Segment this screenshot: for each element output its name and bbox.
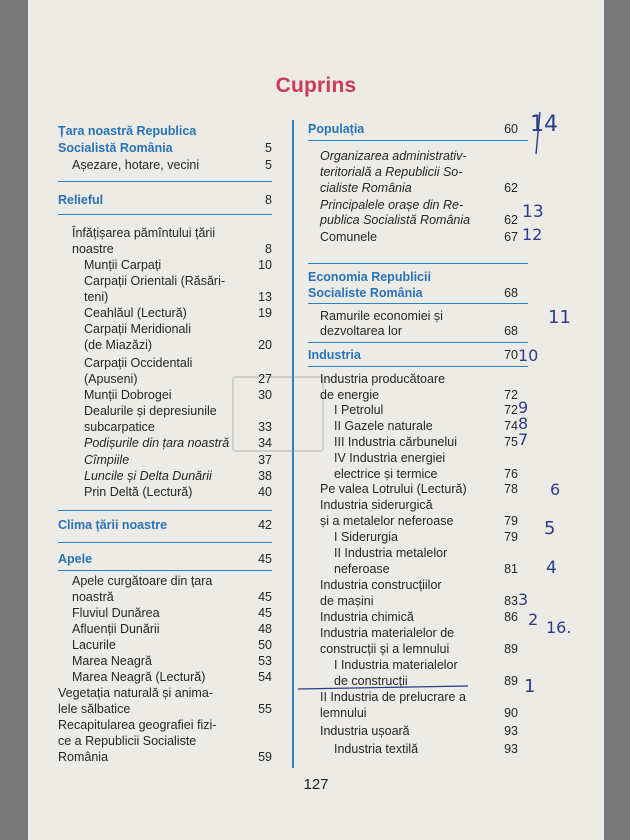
handwritten-number: 1 [524, 676, 536, 697]
page-title: Cuprins [275, 74, 357, 97]
toc-entry: Marea Neagră (Lectură) 54 [72, 670, 272, 684]
toc-entry: dezvoltarea lor 68 [320, 324, 518, 338]
toc-entry: Industria construcțiilor [320, 578, 442, 592]
toc-entry: Munții Carpați 10 [84, 258, 272, 272]
toc-entry: Industria 70 [308, 348, 518, 362]
toc-entry: Ramurile economiei și [320, 309, 443, 323]
toc-entry: publica Socialistă România 62 [320, 213, 518, 227]
toc-entry: construcții și a lemnului 89 [320, 642, 518, 656]
toc-entry: Prin Deltă (Lectură) 40 [84, 485, 272, 499]
toc-entry: electrice și termice 76 [334, 467, 518, 481]
toc-entry: teni) 13 [84, 290, 272, 304]
toc-entry: Lacurile 50 [72, 638, 272, 652]
toc-entry: Vegetația naturală și anima- [58, 686, 213, 700]
toc-entry: Relieful 8 [58, 193, 272, 207]
toc-entry: Luncile și Delta Dunării 38 [84, 469, 272, 483]
toc-entry: Așezare, hotare, vecini 5 [72, 158, 272, 172]
page-number: 127 [303, 776, 329, 793]
toc-entry: (Apuseni) 27 [84, 372, 272, 386]
toc-entry: Ceahlăul (Lectură) 19 [84, 306, 272, 320]
toc-entry: Țara noastră Republica [58, 124, 197, 138]
toc-entry: de energie 72 [320, 388, 518, 402]
handwritten-number: 12 [522, 225, 543, 244]
toc-entry: neferoase 81 [334, 562, 518, 576]
toc-entry: lele sălbatice 55 [58, 702, 272, 716]
handwritten-number: 6 [550, 480, 561, 499]
toc-entry: teritorială a Republicii So- [320, 165, 463, 179]
toc-entry: Principalele orașe din Re- [320, 198, 464, 212]
toc-entry: Clima țării noastre 42 [58, 518, 272, 532]
toc-entry: Înfățișarea pămîntului țării [72, 226, 216, 240]
toc-entry: cialiste România 62 [320, 181, 518, 195]
handwritten-number: 7 [518, 430, 529, 449]
handwritten-marks [28, 0, 604, 840]
toc-entry: Fluviul Dunărea 45 [72, 606, 272, 620]
toc-entry: Socialistă România 5 [58, 141, 272, 155]
handwritten-number: 4 [546, 558, 557, 578]
toc-entry: III Industria cărbunelui 75 [334, 435, 518, 449]
toc-entry: Organizarea administrativ- [320, 149, 467, 163]
toc-entry: Dealurile și depresiunile [84, 404, 217, 418]
toc-entry: Carpații Occidentali [84, 356, 193, 370]
toc-entry: I Industria materialelor [334, 658, 458, 672]
toc-entry: și a metalelor neferoase 79 [320, 514, 518, 528]
toc-entry: II Industria de prelucrare a [320, 690, 466, 704]
handwritten-number: 16. [546, 618, 572, 637]
toc-entry: Podișurile din țara noastră 34 [84, 436, 272, 450]
toc-entry: Cîmpiile 37 [84, 453, 272, 467]
toc-entry: Apele 45 [58, 552, 272, 566]
handwritten-number: 5 [544, 518, 556, 539]
toc-entry: subcarpatice 33 [84, 420, 272, 434]
toc-entry: Apele curgătoare din țara [72, 574, 213, 588]
toc-entry: Populația 60 [308, 122, 518, 136]
toc-entry: I Petrolul 72 [334, 403, 518, 417]
handwritten-number: 9 [518, 398, 529, 417]
toc-entry: Socialiste România 68 [308, 286, 518, 300]
book-page [28, 0, 604, 840]
toc-entry: Comunele 67 [320, 230, 518, 244]
toc-entry: Afluenții Dunării 48 [72, 622, 272, 636]
handwritten-number: 2 [528, 610, 539, 629]
toc-entry: Recapitularea geografiei fizi- [58, 718, 217, 732]
toc-entry: România 59 [58, 750, 272, 764]
handwritten-number: 10 [518, 346, 539, 365]
toc-entry: ce a Republicii Socialiste [58, 734, 197, 748]
toc-entry: Carpații Orientali (Răsări- [84, 274, 226, 288]
toc-entry: Industria chimică 86 [320, 610, 518, 624]
toc-entry: Industria ușoară 93 [320, 724, 518, 738]
toc-entry: Munții Dobrogei 30 [84, 388, 272, 402]
toc-entry: de construcții 89 [334, 674, 518, 688]
toc-entry: Pe valea Lotrului (Lectură) 78 [320, 482, 518, 496]
handwritten-number: 11 [548, 307, 571, 328]
toc-entry: noastre 8 [72, 242, 272, 256]
toc-entry: Industria textilă 93 [334, 742, 518, 756]
toc-entry: II Industria metalelor [334, 546, 448, 560]
toc-entry: I Siderurgia 79 [334, 530, 518, 544]
toc-entry: Industria producătoare [320, 372, 446, 386]
handwritten-number: 8 [518, 414, 529, 433]
toc-entry: II Gazele naturale 74 [334, 419, 518, 433]
toc-entry: Economia Republicii [308, 270, 431, 284]
toc-entry: lemnului 90 [320, 706, 518, 720]
handwritten-number: 3 [518, 590, 529, 609]
toc-entry: IV Industria energiei [334, 451, 446, 465]
toc-entry: Marea Neagră 53 [72, 654, 272, 668]
toc-entry: Industria siderurgică [320, 498, 433, 512]
handwritten-number: 14 [530, 112, 558, 137]
toc-entry: (de Miazăzi) 20 [84, 338, 272, 352]
toc-entry: Industria materialelor de [320, 626, 455, 640]
handwritten-number: 13 [522, 202, 544, 222]
toc-entry: noastră 45 [72, 590, 272, 604]
toc-entry: Carpații Meridionali [84, 322, 191, 336]
toc-entry: de mașini 83 [320, 594, 518, 608]
